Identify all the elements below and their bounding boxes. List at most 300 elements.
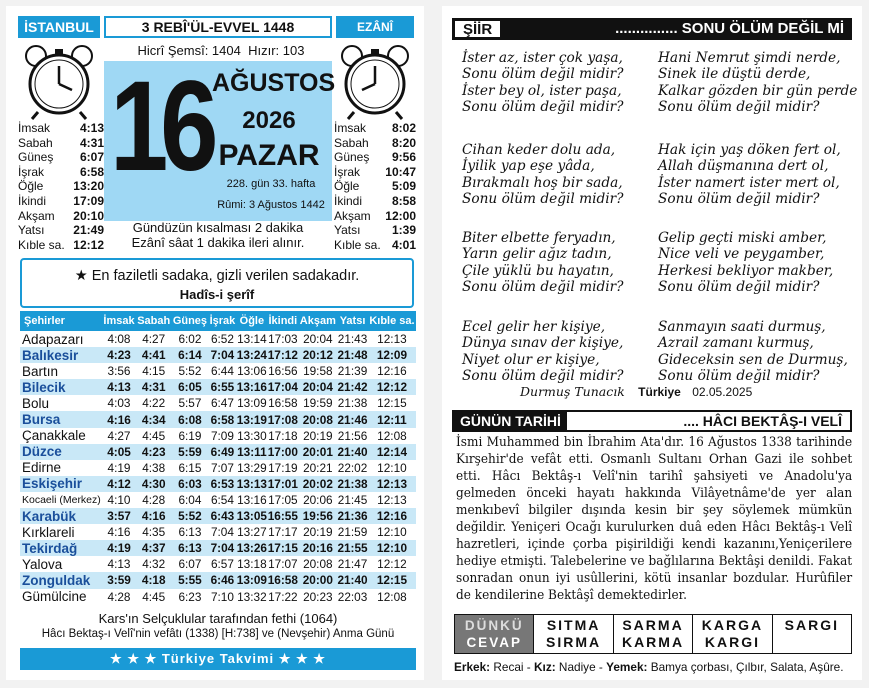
table-time-cell: 6:57 <box>210 557 234 572</box>
prayer-time-label: Sabah <box>18 135 53 150</box>
poem-line: Sonu ölüm değil midir? <box>462 98 624 115</box>
erkek-label: Erkek: <box>454 660 491 674</box>
table-time-cell: 4:15 <box>142 364 166 379</box>
table-time-cell: 4:16 <box>136 508 172 524</box>
prayer-time-value: 8:20 <box>391 135 416 150</box>
city-label: İSTANBUL <box>18 16 100 38</box>
table-time-cell: 6:07 <box>178 557 202 572</box>
prayer-time-row <box>334 150 416 165</box>
table-row <box>20 411 416 427</box>
table-time-cell: 4:27 <box>107 428 131 443</box>
table-time-cell: 13:30 <box>237 428 267 443</box>
prayer-time-row <box>334 165 416 180</box>
prayer-time-row <box>334 121 416 136</box>
table-header-cell: Öğle <box>237 311 268 331</box>
table-time-cell: 13:18 <box>237 557 267 572</box>
prayer-time-row <box>334 238 416 253</box>
table-time-cell: 17:12 <box>267 348 298 363</box>
daylight-notes <box>104 220 332 250</box>
prayer-time-label: Öğle <box>334 179 360 194</box>
table-time-cell: 4:38 <box>142 460 166 475</box>
table-time-cell: 17:18 <box>268 428 298 443</box>
table-time-cell: 4:18 <box>136 572 172 588</box>
table-time-cell: 13:29 <box>237 460 267 475</box>
table-time-cell: 12:15 <box>368 572 416 588</box>
table-time-cell: 12:09 <box>368 347 416 363</box>
prayer-times-ezani <box>334 121 416 252</box>
table-time-cell: 4:45 <box>142 589 166 604</box>
table-time-cell: 21:39 <box>337 364 368 379</box>
hizir-day: Hızır: 103 <box>248 43 305 58</box>
puzzle-answer <box>454 614 852 654</box>
table-time-cell: 21:48 <box>337 348 368 363</box>
table-time-cell: 21:56 <box>337 428 368 443</box>
table-city-cell: Gümülcine <box>22 589 87 605</box>
table-time-cell: 4:10 <box>107 492 131 507</box>
poem-line: Hak için yaş döken fert ol, <box>658 142 841 158</box>
prayer-time-value: 13:20 <box>73 179 104 194</box>
table-city-cell: Kocaeli (Merkez) <box>22 493 101 506</box>
table-time-cell: 17:04 <box>267 380 298 395</box>
table-time-cell: 16:55 <box>267 509 298 524</box>
table-row <box>20 476 416 492</box>
poem-stanza <box>658 319 858 384</box>
table-time-cell: 12:10 <box>377 525 407 540</box>
table-time-cell: 6:13 <box>178 525 202 540</box>
prayer-time-label: Kıble sa. <box>334 237 381 252</box>
table-time-cell: 4:28 <box>142 492 166 507</box>
poem-line: Biter elbette feryadın, <box>462 230 616 246</box>
ezani-label: EZÂNÎ <box>336 16 414 38</box>
table-time-cell: 12:16 <box>377 364 407 379</box>
table-time-cell: 4:08 <box>107 332 131 347</box>
table-time-cell: 12:13 <box>377 332 407 347</box>
poem-line: Niyet olur er kişiye, <box>462 351 600 368</box>
table-time-cell: 6:05 <box>172 379 209 395</box>
table-time-cell: 4:23 <box>102 347 136 363</box>
date-box <box>104 55 336 221</box>
table-time-cell: 12:16 <box>368 508 416 524</box>
hijri-solar-year: Hicrî Şemsî: 1404 <box>137 43 241 58</box>
table-time-cell: 20:16 <box>298 540 337 556</box>
table-time-cell: 21:46 <box>337 412 368 427</box>
table-time-cell: 12:08 <box>377 589 407 604</box>
puzzle-cell <box>613 615 692 653</box>
table-city-cell: Yalova <box>22 556 63 572</box>
table-time-cell: 12:10 <box>377 460 407 475</box>
puzzle-label-bottom: CEVAP <box>466 635 522 650</box>
table-city-cell: Adapazarı <box>22 331 84 347</box>
hadith-text: ★ En faziletli sadaka, gizli verilen sadakadır. <box>74 268 360 284</box>
calendar-right-page <box>442 6 862 680</box>
table-time-cell: 6:49 <box>208 444 236 460</box>
poem-date: 02.05.2025 <box>692 385 753 399</box>
table-time-cell: 7:10 <box>210 589 234 604</box>
table-time-cell: 20:04 <box>303 332 333 347</box>
poem-line: Sonu ölüm değil midir? <box>462 190 624 207</box>
table-time-cell: 5:59 <box>172 444 209 460</box>
prayer-time-value: 12:12 <box>73 237 104 252</box>
table-time-cell: 6:47 <box>210 396 234 411</box>
puzzle-word-bottom: SIRMA <box>546 634 602 650</box>
table-time-cell: 4:30 <box>136 476 172 492</box>
prayer-time-label: Sabah <box>334 135 369 150</box>
table-time-cell: 16:58 <box>268 396 298 411</box>
table-time-cell: 20:02 <box>298 476 337 492</box>
table-row <box>20 331 416 347</box>
prayer-time-value: 21:49 <box>73 223 104 238</box>
table-time-cell: 4:37 <box>136 540 172 556</box>
poem-line: İyilik yap eşe yâda, <box>462 158 595 175</box>
table-time-cell: 12:14 <box>368 444 416 460</box>
event-line: Kars'ın Selçuklular tarafından fethi (1064) <box>98 611 338 626</box>
table-time-cell: 12:12 <box>377 557 407 572</box>
poem-line: Hani Nemrut şimdi nerde, <box>658 50 841 66</box>
day-of-year: 228. gün <box>226 178 270 190</box>
event-line: Hâcı Bektaş-ı Velî'nin vefâtı (1338) [H:738] ve (Nevşehir) Anma Günü <box>41 628 395 640</box>
brand-footer: ★ ★ ★ Türkiye Takvimi ★ ★ ★ <box>20 648 416 670</box>
history-header <box>452 410 852 432</box>
kiz-label: Kız: <box>534 660 556 674</box>
table-time-cell: 17:19 <box>268 460 298 475</box>
puzzle-word-top: SITMA <box>546 617 601 633</box>
poem-source: Türkiye <box>638 385 681 399</box>
table-time-cell: 13:06 <box>237 364 267 379</box>
prayer-time-label: İşrak <box>18 164 45 179</box>
table-time-cell: 6:02 <box>178 332 202 347</box>
puzzle-word-bottom: KARGI <box>704 634 760 650</box>
poem-stanza <box>658 230 858 295</box>
table-city-cell: Bilecik <box>20 379 102 395</box>
prayer-time-label: Güneş <box>334 150 370 165</box>
table-city-cell: Eskişehir <box>20 476 102 492</box>
prayer-time-row <box>334 194 416 209</box>
table-time-cell: 12:08 <box>377 428 407 443</box>
prayer-time-label: Güneş <box>18 150 54 165</box>
table-time-cell: 22:03 <box>337 589 368 604</box>
table-time-cell: 20:04 <box>298 379 337 395</box>
table-time-cell: 13:09 <box>237 396 267 411</box>
table-row <box>20 572 416 588</box>
table-time-cell: 22:02 <box>337 460 368 475</box>
prayer-time-value: 6:07 <box>79 150 104 165</box>
poem-line: Sonu ölüm değil midir? <box>658 367 820 384</box>
ezani-note: Ezânî sâat 1 dakika ileri alınır. <box>131 235 305 250</box>
poem-line: Sinek ile düştü derde, <box>658 66 811 83</box>
table-time-cell: 6:46 <box>208 572 236 588</box>
table-time-cell: 20:00 <box>298 572 337 588</box>
table-time-cell: 19:59 <box>303 396 333 411</box>
table-time-cell: 4:34 <box>136 411 172 427</box>
prayer-time-value: 8:58 <box>391 193 416 208</box>
table-time-cell: 19:56 <box>298 508 337 524</box>
table-header-cell: İşrak <box>208 311 236 331</box>
month-name: AĞUSTOS <box>212 69 336 97</box>
prayer-time-row <box>334 209 416 224</box>
table-time-cell: 12:13 <box>377 492 407 507</box>
table-time-cell: 20:01 <box>298 444 337 460</box>
table-time-cell: 16:58 <box>267 573 298 588</box>
prayer-time-row <box>334 179 416 194</box>
puzzle-label-top: DÜNKÜ <box>464 618 524 633</box>
table-time-cell: 13:26 <box>236 541 267 556</box>
table-row <box>20 524 416 540</box>
prayer-time-label: Yatsı <box>18 223 45 238</box>
prayer-time-row <box>18 121 104 136</box>
table-time-cell: 12:12 <box>368 379 416 395</box>
poem-line: İster bey ol, ister paşa, <box>462 82 622 99</box>
table-time-cell: 20:19 <box>303 428 333 443</box>
table-city-cell: Zonguldak <box>20 572 102 588</box>
table-time-cell: 4:16 <box>107 525 131 540</box>
table-time-cell: 6:52 <box>210 332 234 347</box>
table-header-cell: Yatsı <box>337 311 368 331</box>
history-title: .... HÂCI BEKTÂŞ-I VELÎ <box>683 413 842 429</box>
table-time-cell: 4:16 <box>102 411 136 427</box>
table-time-cell: 13:27 <box>237 525 267 540</box>
table-time-cell: 12:11 <box>368 411 416 427</box>
table-time-cell: 4:35 <box>142 525 166 540</box>
table-row <box>20 589 416 605</box>
table-row <box>20 428 416 444</box>
table-time-cell: 17:00 <box>267 444 298 459</box>
poem-header <box>452 18 852 40</box>
history-label: GÜNÜN TARİHİ <box>454 412 567 430</box>
table-row <box>20 540 416 556</box>
table-header-cell: İkindi <box>267 311 298 331</box>
prayer-time-value: 6:58 <box>79 164 104 179</box>
table-time-cell: 13:32 <box>237 589 267 604</box>
table-time-cell: 3:57 <box>102 508 136 524</box>
prayer-time-value: 8:02 <box>391 121 416 135</box>
table-time-cell: 17:08 <box>267 412 298 427</box>
prayer-time-row <box>18 194 104 209</box>
prayer-time-label: Akşam <box>18 208 55 223</box>
daylight-note: Gündüzün kısalması 2 dakika <box>132 220 304 235</box>
table-time-cell: 21:47 <box>337 557 368 572</box>
table-time-cell: 6:15 <box>178 460 202 475</box>
table-row <box>20 379 416 395</box>
prayer-time-value: 4:31 <box>79 135 104 150</box>
table-header-cell: Güneş <box>172 311 209 331</box>
prayer-time-label: İkindi <box>334 193 363 208</box>
poem-line: Cihan keder dolu ada, <box>462 142 616 158</box>
prayer-time-label: İmsak <box>334 121 367 135</box>
table-time-cell: 6:03 <box>172 476 209 492</box>
table-time-cell: 13:16 <box>237 492 267 507</box>
prayer-time-label: İmsak <box>18 121 51 135</box>
poem-line: Nice veli ve peygamber, <box>658 246 825 263</box>
poem-line: Azrail zamanı kurmuş, <box>658 335 814 352</box>
table-header-cell: İmsak <box>102 311 136 331</box>
poem-author: Durmuş Tunacık <box>520 384 625 399</box>
puzzle-cell <box>692 615 771 653</box>
table-time-cell: 5:52 <box>172 508 209 524</box>
table-header-cell: Şehirler <box>20 311 102 331</box>
poem-title: ............... SONU ÖLÜM DEĞİL Mİ <box>615 20 844 37</box>
table-time-cell: 21:38 <box>337 476 368 491</box>
poem-signature <box>520 384 850 399</box>
table-time-cell: 7:07 <box>210 460 234 475</box>
weekday: PAZAR <box>218 139 320 172</box>
table-time-cell: 4:27 <box>142 332 166 347</box>
table-time-cell: 4:23 <box>136 444 172 460</box>
table-time-cell: 21:36 <box>337 509 368 524</box>
table-time-cell: 17:15 <box>267 541 298 556</box>
poem-line: Yarın gelir ağız tadın, <box>462 246 612 263</box>
prayer-time-label: Kıble sa. <box>18 237 65 252</box>
poem-stanza <box>462 50 662 115</box>
yemek-label: Yemek: <box>606 660 648 674</box>
table-time-cell: 3:59 <box>102 572 136 588</box>
table-time-cell: 4:41 <box>136 347 172 363</box>
table-time-cell: 13:14 <box>237 332 267 347</box>
table-time-cell: 13:11 <box>237 444 267 459</box>
history-text: İsmi Muhammed bin İbrahim Ata'dır. 16 Ağustos 1338 tarihinde Kırşehir'de vefât etti. Osmanlı Sultanı Orhan Gazi ile sohbet etti. Hâcı Bektâş-ı Velî'nin tarihî şahsiyeti ve Anadolu'ya gelmeden önceki hayatı hakkında Vilâyetnâme'de yer alan menkıbevî bilgiler dışında kesin bir şey söylemek mümkün değildir. Yeniçeri Ocağı kurulurken duâ eden Hâcı Bektâş-ı Velî hazretleri, içinde çorba pişirildiği kendi kazanını,Yeniçerilere hediye etmişti. Talebelerine ve bağlılarına Bektâşi denildi. Fakat sonradan onun iyi usûllerini, kötü insanlar bozdular. Hurûfiler de kendilerine Bektâşî demektedirler. <box>456 435 853 603</box>
prayer-times-standard <box>18 121 104 252</box>
table-time-cell: 19:58 <box>303 364 333 379</box>
poem-line: İster namert ister mert ol, <box>658 174 840 191</box>
puzzle-word-top: SARMA <box>622 617 684 633</box>
table-time-cell: 21:45 <box>337 492 368 507</box>
prayer-time-row <box>18 238 104 253</box>
table-time-cell: 13:09 <box>236 573 267 588</box>
table-time-cell: 17:03 <box>268 332 298 347</box>
table-time-cell: 7:04 <box>210 525 234 540</box>
table-time-cell: 4:03 <box>107 396 131 411</box>
table-time-cell: 6:43 <box>208 508 236 524</box>
rumi-date: Rûmi: 3 Ağustos 1442 <box>217 199 325 211</box>
prayer-time-value: 9:56 <box>391 150 416 165</box>
table-time-cell: 17:05 <box>268 492 298 507</box>
table-time-cell: 6:14 <box>172 347 209 363</box>
table-time-cell: 21:59 <box>337 525 368 540</box>
poem-line: Dünya sınav der kişiye, <box>462 335 624 352</box>
poem-line: Sonu ölüm değil midir? <box>462 278 624 295</box>
table-time-cell: 12:13 <box>368 476 416 492</box>
table-time-cell: 6:04 <box>178 492 202 507</box>
table-city-cell: Balıkesir <box>20 347 102 363</box>
poem-stanza <box>658 142 858 207</box>
table-time-cell: 4:13 <box>107 557 131 572</box>
table-time-cell: 7:04 <box>208 347 236 363</box>
table-time-cell: 16:56 <box>268 364 298 379</box>
table-row <box>20 508 416 524</box>
prayer-time-value: 17:09 <box>73 193 104 208</box>
poem-line: Sonu ölüm değil midir? <box>658 98 820 115</box>
poem-line: Çile yüklü bu hayatın, <box>462 262 614 279</box>
table-time-cell: 20:08 <box>298 411 337 427</box>
table-time-cell: 6:23 <box>178 589 202 604</box>
poem-line: Sonu ölüm değil midir? <box>658 190 820 207</box>
year: 2026 <box>242 107 296 134</box>
table-time-cell: 12:10 <box>368 540 416 556</box>
puzzle-label <box>455 615 533 653</box>
table-time-cell: 6:13 <box>172 540 209 556</box>
table-time-cell: 21:38 <box>337 396 368 411</box>
table-time-cell: 13:24 <box>236 348 267 363</box>
table-time-cell: 6:44 <box>210 364 234 379</box>
table-header-cell: Kıble sa. <box>368 311 416 331</box>
table-row <box>20 444 416 460</box>
table-city-cell: Karabük <box>20 508 102 524</box>
alarm-clock-icon <box>20 42 98 120</box>
table-time-cell: 21:42 <box>337 380 368 395</box>
prayer-time-value: 5:09 <box>391 179 416 194</box>
table-city-cell: Bartın <box>22 363 59 379</box>
table-city-cell: Çanakkale <box>22 428 86 444</box>
day-number: 16 <box>110 55 211 198</box>
prayer-time-row <box>334 136 416 151</box>
poem-line: Bırakmalı hoş bir sada, <box>462 174 623 191</box>
prayer-time-label: İşrak <box>334 164 361 179</box>
day-week-info <box>212 178 330 190</box>
table-time-cell: 20:23 <box>303 589 333 604</box>
table-time-cell: 21:40 <box>337 444 368 459</box>
table-time-cell: 7:09 <box>210 428 234 443</box>
table-city-cell: Bursa <box>20 411 102 427</box>
calendar-left-page <box>6 6 424 680</box>
table-city-cell: Kırklareli <box>22 524 75 540</box>
table-header-cell: Akşam <box>298 311 337 331</box>
table-header-cell: Sabah <box>136 311 172 331</box>
table-time-cell: 4:22 <box>142 396 166 411</box>
poem-line: Sonu ölüm değil midir? <box>462 367 624 384</box>
table-time-cell: 6:08 <box>172 411 209 427</box>
table-time-cell: 4:05 <box>102 444 136 460</box>
prayer-time-row <box>18 223 104 238</box>
prayer-time-row <box>334 223 416 238</box>
poem-stanza <box>462 142 662 207</box>
poem-line: İster az, ister çok yaşa, <box>462 50 623 66</box>
table-time-cell: 20:19 <box>303 525 333 540</box>
table-time-cell: 6:54 <box>210 492 234 507</box>
puzzle-cell <box>772 615 851 653</box>
table-row <box>20 347 416 363</box>
table-row <box>20 363 416 379</box>
poem-line: Ecel gelir her kişiye, <box>462 319 606 335</box>
table-city-cell: Bolu <box>22 395 50 411</box>
prayer-time-value: 4:01 <box>391 237 416 252</box>
hijri-date: 3 REBÎ'ÜL-EVVEL 1448 <box>104 16 332 38</box>
table-time-cell: 13:16 <box>236 380 267 395</box>
prayer-time-row <box>18 179 104 194</box>
puzzle-cell <box>533 615 612 653</box>
week-number: 33. hafta <box>272 178 316 190</box>
table-time-cell: 20:06 <box>303 492 333 507</box>
table-time-cell: 12:15 <box>377 396 407 411</box>
prayer-time-value: 1:39 <box>391 223 416 238</box>
table-time-cell: 17:01 <box>267 476 298 491</box>
hadith-source: Hadîs-i şerîf <box>179 287 255 302</box>
table-row <box>20 395 416 411</box>
kiz-name: Nadiye <box>558 660 596 674</box>
prayer-time-label: İkindi <box>18 193 47 208</box>
prayer-time-row <box>18 136 104 151</box>
poem-line: Sonu ölüm değil midir? <box>462 66 624 83</box>
puzzle-word-top: KARGA <box>701 617 764 633</box>
table-time-cell: 3:56 <box>107 364 131 379</box>
table-time-cell: 13:19 <box>236 412 267 427</box>
table-time-cell: 6:55 <box>208 379 236 395</box>
prayer-time-value: 20:10 <box>73 208 104 223</box>
table-time-cell: 4:32 <box>142 557 166 572</box>
table-header-row <box>20 311 416 331</box>
poem-stanza <box>462 319 662 384</box>
table-time-cell: 6:53 <box>208 476 236 492</box>
table-time-cell: 13:13 <box>236 476 267 491</box>
table-row <box>20 556 416 572</box>
